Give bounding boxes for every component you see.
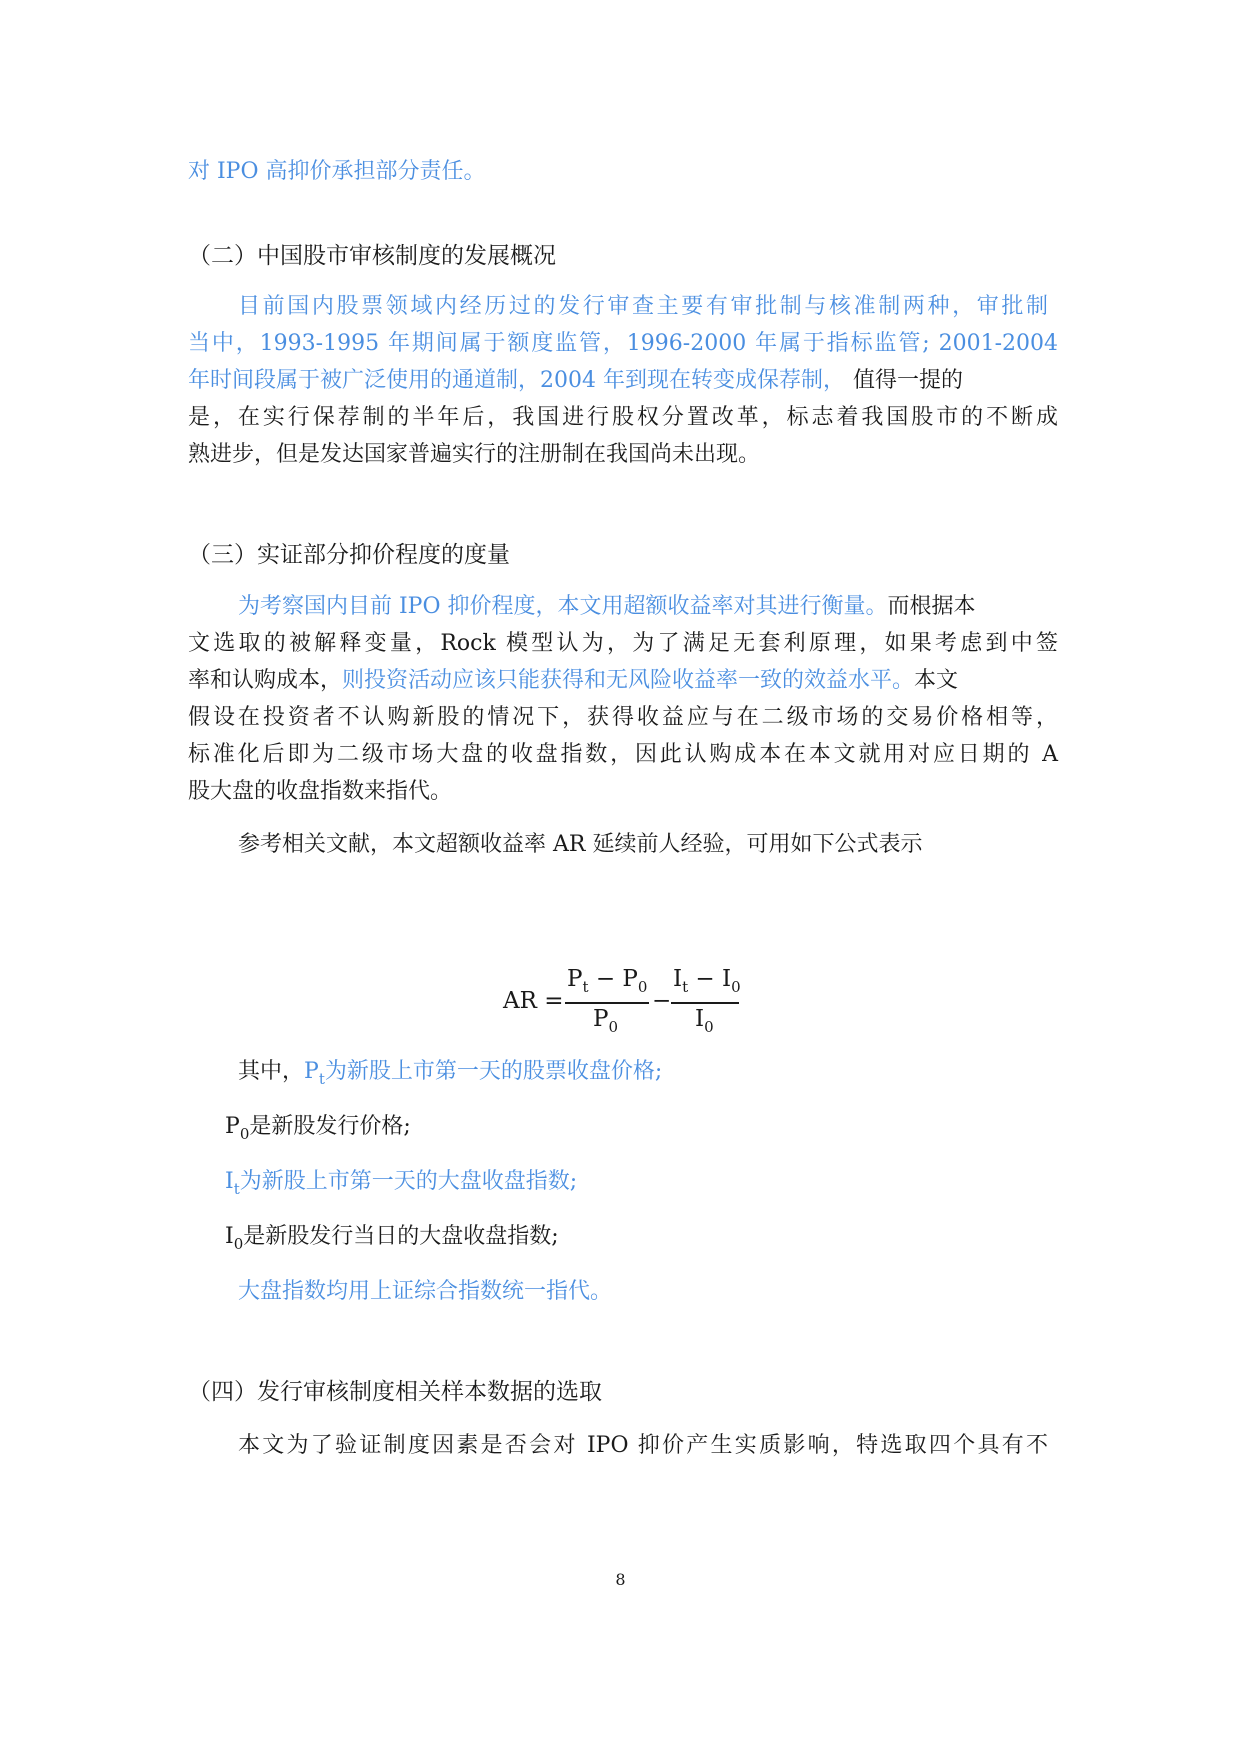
section-heading-2: （二）中国股市审核制度的发展概况 xyxy=(188,243,556,269)
section3-line-4: 假设在投资者不认购新股的情况下，获得收益应与在二级市场的交易价格相等， xyxy=(188,705,1058,730)
section3-line-3-start: 率和认购成本， xyxy=(188,668,343,693)
section3-line-7: 参考相关文献，本文超额收益率 AR 延续前人经验，可用如下公式表示 xyxy=(238,832,923,857)
section3-line-1-highlight: 为考察国内目前 IPO 抑价程度，本文用超额收益率对其进行衡量。 xyxy=(238,594,888,619)
definition-pt-intro: 其中， xyxy=(238,1059,305,1084)
section3-line-3-highlight: 则投资活动应该只能获得和无风险收益率一致的效益水平。 xyxy=(342,668,915,693)
definition-it: $I_t$为新股上市第一天的大盘收盘指数; xyxy=(225,1169,578,1198)
section2-line-3-rest: 值得一提的 xyxy=(852,368,963,393)
definition-pt xyxy=(238,1052,1108,1099)
page-number: 8 xyxy=(615,1570,626,1589)
section2-line-4: 是，在实行保荐制的半年后，我国进行股权分置改革，标志着我国股市的不断成 xyxy=(188,405,1058,430)
section3-line-5: 标准化后即为二级市场大盘的收盘指数，因此认购成本在本文就用对应日期的 A xyxy=(188,742,1058,767)
section3-line-1 xyxy=(238,587,1108,627)
formula-numerator-1: $P_t - P_0$ xyxy=(567,966,648,996)
section3-line-2: 文选取的被解释变量，Rock 模型认为，为了满足无套利原理，如果考虑到中签 xyxy=(188,631,1058,656)
section3-line-6: 股大盘的收盘指数来指代。 xyxy=(188,779,453,804)
section-heading-3: （三）实证部分抑价程度的度量 xyxy=(188,542,510,568)
section3-line-3-end: 本文 xyxy=(914,668,959,693)
paragraph-continuation: 对 IPO 高抑价承担部分责任。 xyxy=(188,159,486,184)
section2-line-3-highlight: 年时间段属于被广泛使用的通道制，2004 年到现在转变成保荐制， xyxy=(188,368,845,393)
definition-p0: $P_0$是新股发行价格; xyxy=(225,1114,411,1143)
section2-line-2: 当中，1993-1995 年期间属于额度监管，1996-2000 年属于指标监管; 2001-2004 xyxy=(188,331,1058,356)
section3-line-3 xyxy=(188,661,1058,701)
fraction-bar-1 xyxy=(565,1002,649,1004)
section4-line-1: 本文为了验证制度因素是否会对 IPO 抑价产生实质影响，特选取四个具有不 xyxy=(238,1433,1048,1458)
fraction-bar-2 xyxy=(671,1002,739,1004)
definition-i0: $I_0$是新股发行当日的大盘收盘指数; xyxy=(225,1224,559,1253)
section2-line-3 xyxy=(188,361,1058,401)
formula-denominator-2: $I_0$ xyxy=(695,1006,714,1036)
definition-pt-text: $P_t$为新股上市第一天的股票收盘价格; xyxy=(304,1059,663,1088)
formula-numerator-2: $I_t - I_0$ xyxy=(673,966,741,996)
section2-line-1: 目前国内股票领域内经历过的发行审查主要有审批制与核准制两种，审批制 xyxy=(238,294,1048,319)
section3-line-1-rest: 而根据本 xyxy=(887,594,976,619)
section-heading-4: （四）发行审核制度相关样本数据的选取 xyxy=(188,1379,602,1405)
formula-denominator-1: $P_0$ xyxy=(593,1006,619,1036)
section2-line-5: 熟进步，但是发达国家普遍实行的注册制在我国尚未出现。 xyxy=(188,442,761,467)
formula-lhs: AR = xyxy=(503,988,564,1014)
formula-minus: − xyxy=(652,988,672,1014)
definition-index-note: 大盘指数均用上证综合指数统一指代。 xyxy=(238,1279,613,1304)
